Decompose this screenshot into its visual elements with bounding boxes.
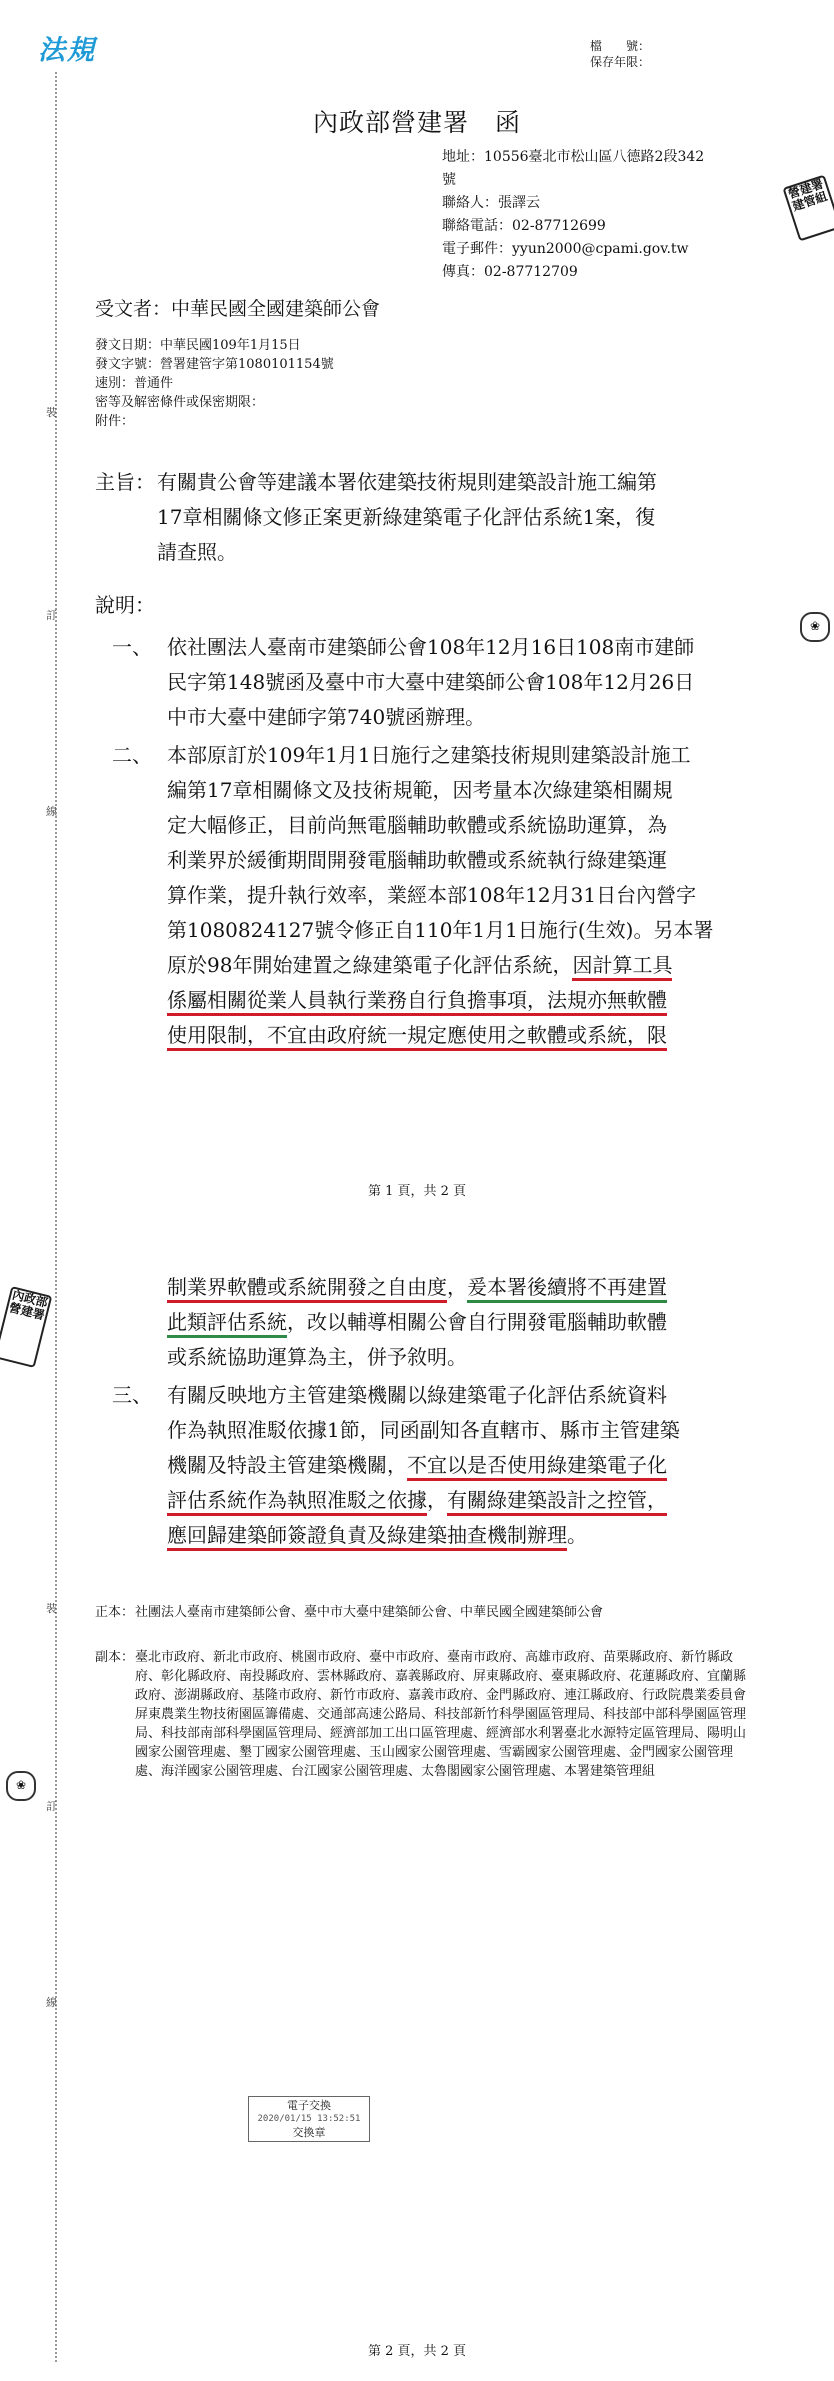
electronic-exchange-stamp: [248, 2096, 370, 2142]
classification: 密等及解密條件或保密期限：: [95, 395, 265, 410]
archive-file-number: 檔 號：: [590, 39, 651, 53]
item-line: 編第17章相關條文及技術規範，因考量本次綠建築相關規: [167, 778, 673, 802]
item-line: 算作業，提升執行效率，業經本部108年12月31日台內營字: [167, 883, 697, 907]
flower-mark-icon: ❀: [6, 1771, 36, 1801]
item-line: 中市大臺中建師字第740號函辦理。: [167, 705, 486, 729]
explanation-item-1: [112, 630, 745, 735]
item-line: [167, 1448, 745, 1483]
subject-label: 主旨：: [95, 470, 155, 494]
address-line: 地址：10556臺北市松山區八德路2段342: [442, 149, 705, 165]
subject-line: 請查照。: [157, 540, 237, 564]
contact-fax: 傳真：02-87712709: [442, 264, 578, 280]
item-line: 民字第148號函及臺中市大臺中建築師公會108年12月26日: [167, 670, 695, 694]
red-underlined-text: 係屬相關從業人員執行業務自行負擔事項，法規亦無軟體: [167, 988, 667, 1016]
item-number: 三、: [112, 1383, 152, 1407]
binding-mark-2: 訂: [46, 609, 57, 622]
contact-phone: 聯絡電話：02-87712699: [442, 218, 606, 234]
category-tag: 法規: [38, 35, 96, 66]
item-text: ，改以輔導相關公會自行開發電腦輔助軟體: [287, 1310, 667, 1334]
item-line: 有關反映地方主管建築機關以綠建築電子化評估系統資料: [167, 1383, 667, 1407]
stamp-bottom: 交換章: [292, 2126, 326, 2139]
red-underlined-text: 有關綠建築設計之控管，: [447, 1488, 667, 1516]
stamp-top: 電子交換: [287, 2099, 331, 2112]
primary-recipients: [95, 1603, 755, 1622]
primary-list: 社團法人臺南市建築師公會、臺中市大臺中建築師公會、中華民國全國建築師公會: [135, 1605, 604, 1620]
item-line: 本部原訂於109年1月1日施行之建築技術規則建築設計施工: [167, 743, 691, 767]
urgency: 速別：普通件: [95, 376, 174, 391]
sender-address-block: [442, 146, 758, 284]
item-line: [167, 948, 745, 983]
red-underlined-text: 因計算工具: [572, 953, 672, 981]
item-text: ，: [427, 1488, 447, 1512]
item-line: 利業界於緩衝期間開發電腦輔助軟體或系統執行綠建築運: [167, 848, 667, 872]
item-text: 原於98年開始建置之綠建築電子化評估系統，: [167, 953, 573, 977]
binding-mark-3: 線: [46, 805, 57, 818]
archive-retention: 保存年限：: [590, 55, 651, 69]
item-line: 或系統協助運算為主，併予敘明。: [167, 1345, 467, 1369]
item-line: [167, 983, 745, 1018]
explanation-item-2-continued: [112, 1270, 745, 1375]
primary-label: 正本：: [95, 1605, 135, 1620]
copy-list: 臺北市政府、新北市政府、桃園市政府、臺中市政府、臺南市政府、高雄市政府、苗栗縣政府、新竹縣政府、彰化縣政府、南投縣政府、雲林縣政府、嘉義縣政府、屏東縣政府、臺東縣政府、花蓮縣政府、宜蘭縣政府、澎湖縣政府、基隆市政府、新竹市政府、嘉義市政府、金門縣政府、連江縣政府、行政院農業委員會屏東農業生物技術園區籌備處、交通部高速公路局、科技部新竹科學園區管理局、科技部中部科學園區管理局、科技部南部科學園區管理局、經濟部加工出口區管理處、經濟部水利署臺北水源特定區管理局、陽明山國家公園管理處、墾丁國家公園管理處、玉山國家公園管理處、雪霸國家公園管理處、金門國家公園管理處、海洋國家公園管理處、台江國家公園管理處、太魯閣國家公園管理處、本署建築管理組: [135, 1650, 747, 1779]
explanation-label: 說明：: [95, 593, 155, 617]
item-text: ，: [447, 1275, 467, 1299]
item-line: 第1080824127號令修正自110年1月1日施行(生效)。另本署: [167, 918, 714, 942]
seal-stamp-left: [0, 1286, 52, 1368]
item-line: [167, 1270, 745, 1305]
item-text: 。: [567, 1523, 587, 1547]
green-underlined-text: 此類評估系統: [167, 1310, 287, 1338]
explanation-item-2: [112, 738, 745, 1053]
item-line: 作為執照准駁依據1節，同函副知各直轄市、縣市主管建築: [167, 1418, 680, 1442]
red-underlined-text: 使用限制，不宜由政府統一規定應使用之軟體或系統，限: [167, 1023, 667, 1051]
seal-left-text: 內政部 營建署: [7, 1287, 50, 1323]
item-number: 二、: [112, 743, 152, 767]
document-title: 內政部營建署 函: [312, 108, 521, 137]
red-underlined-text: 應回歸建築師簽證負責及綠建築抽查機制辦理: [167, 1523, 567, 1551]
flower-mark-icon: ❀: [800, 612, 830, 642]
seal-right-text: 營建署 建管組: [786, 176, 830, 214]
contact-person: 聯絡人：張譯云: [442, 195, 540, 211]
item-text: 機關及特設主管建築機關，: [167, 1453, 407, 1477]
page-1-footer: 第 1 頁，共 2 頁: [367, 1184, 467, 1199]
contact-email: 電子郵件：yyun2000@cpami.gov.tw: [442, 241, 689, 257]
item-line: [167, 1305, 745, 1340]
item-line: 依社團法人臺南市建築師公會108年12月16日108南市建師: [167, 635, 695, 659]
red-underlined-text: 制業界軟體或系統開發之自由度: [167, 1275, 447, 1303]
binding-mark-4: 裝: [46, 1602, 57, 1615]
item-line: 定大幅修正，目前尚無電腦輔助軟體或系統協助運算，為: [167, 813, 667, 837]
page-2-footer: 第 2 頁，共 2 頁: [367, 2344, 467, 2359]
issue-date: 發文日期：中華民國109年1月15日: [95, 338, 301, 353]
item-line: [167, 1518, 745, 1553]
green-underlined-text: 爰本署後續將不再建置: [467, 1275, 667, 1303]
document-number: 發文字號：營署建管字第1080101154號: [95, 357, 334, 372]
subject-line: 有關貴公會等建議本署依建築技術規則建築設計施工編第: [157, 470, 657, 494]
subject-line: 17章相關條文修正案更新綠建築電子化評估系統1案，復: [157, 505, 656, 529]
item-line: [167, 1018, 745, 1053]
subject-section: [95, 465, 750, 570]
item-line: [167, 1483, 745, 1518]
explanation-item-3: [112, 1378, 745, 1553]
item-number: 一、: [112, 635, 152, 659]
document-meta: [95, 336, 334, 431]
red-underlined-text: 不宜以是否使用綠建築電子化: [407, 1453, 667, 1481]
binding-mark-5: 訂: [46, 1800, 57, 1813]
copy-label: 副本：: [95, 1650, 135, 1665]
stamp-timestamp: 2020/01/15 13:52:51: [257, 2114, 361, 2124]
copy-recipients: [95, 1648, 755, 1781]
attachments: 附件：: [95, 414, 135, 429]
recipient: 受文者：中華民國全國建築師公會: [95, 298, 381, 320]
red-underlined-text: 評估系統作為執照准駁之依據: [167, 1488, 427, 1516]
binding-mark-1: 裝: [46, 406, 57, 419]
seal-stamp-right: [782, 175, 834, 242]
address-line: 號: [442, 172, 456, 188]
binding-mark-6: 線: [46, 1996, 57, 2009]
